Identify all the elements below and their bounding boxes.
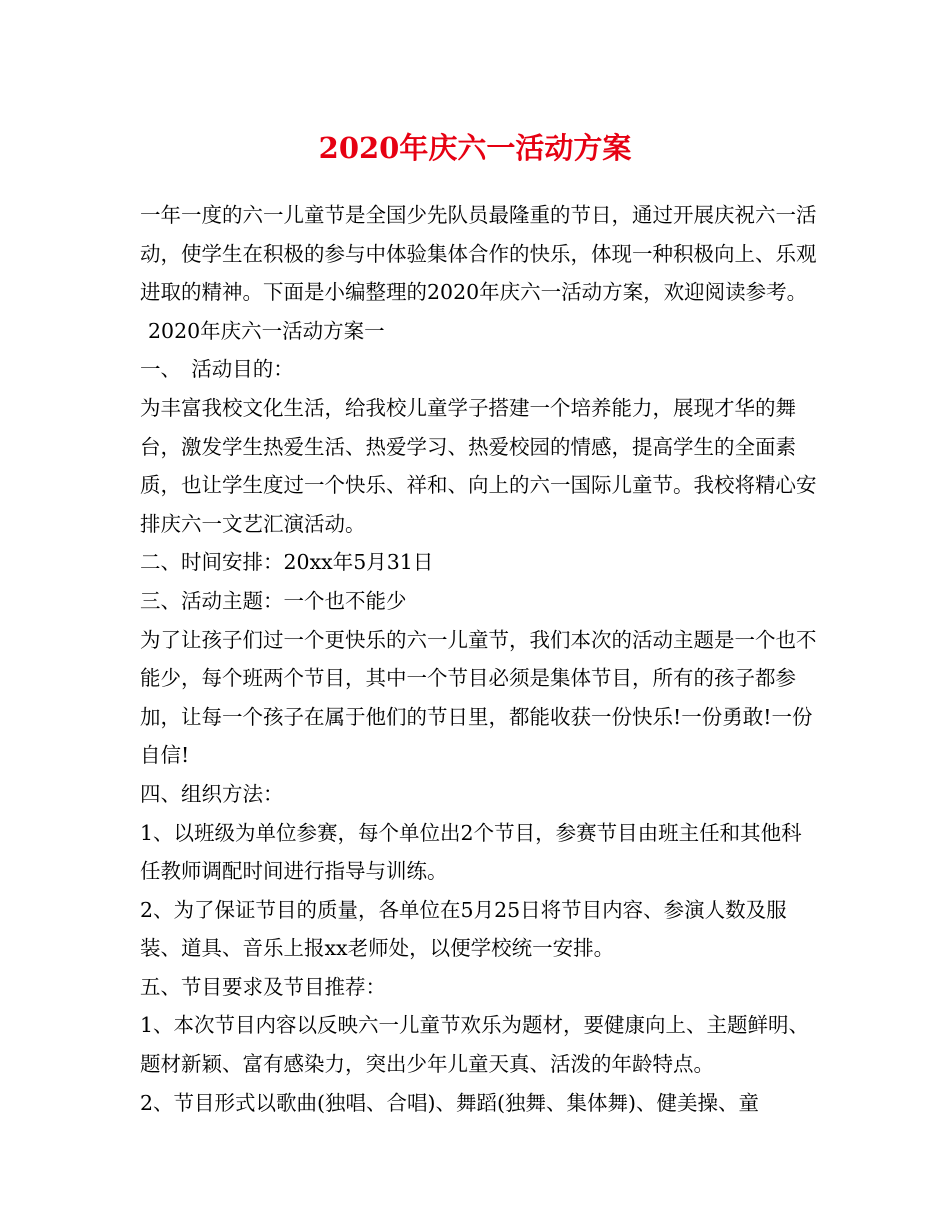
requirements-item-1: 1、本次节目内容以反映六一儿童节欢乐为题材，要健康向上、主题鲜明、题材新颖、富有感染力，突出少年儿童天真、活泼的年龄特点。 — [140, 1013, 810, 1077]
organization-item-2: 2、为了保证节目的质量，各单位在5月25日将节目内容、参演人数及服装、道具、音乐上报xx老师处，以便学校统一安排。 — [140, 897, 787, 961]
section-heading-organization: 四、组织方法： — [140, 781, 284, 806]
section-heading-theme: 三、活动主题：一个也不能少 — [140, 588, 407, 613]
plan-one-heading: 2020年庆六一活动方案一 — [148, 318, 385, 343]
intro-paragraph: 一年一度的六一儿童节是全国少先队员最隆重的节日，通过开展庆祝六一活动，使学生在积极的参与中体验集体合作的快乐，体现一种积极向上、乐观进取的精神。下面是小编整理的2020年庆六一活动方案，欢迎阅读参考。 — [140, 203, 817, 305]
requirements-item-2: 2、节目形式以歌曲(独唱、合唱)、舞蹈(独舞、集体舞)、健美操、童 — [140, 1090, 760, 1115]
section-heading-schedule: 二、时间安排：20xx年5月31日 — [140, 550, 434, 575]
document-title: 2020年庆六一活动方案 — [318, 131, 632, 165]
theme-paragraph: 为了让孩子们过一个更快乐的六一儿童节，我们本次的活动主题是一个也不能少，每个班两个节目，其中一个节目必须是集体节目，所有的孩子都参加，让每一个孩子在属于他们的节日里，都能收获一份快乐!一份勇敢!一份自信! — [140, 627, 817, 768]
section-heading-purpose: 一、 活动目的： — [140, 357, 294, 382]
purpose-paragraph: 为丰富我校文化生活，给我校儿童学子搭建一个培养能力，展现才华的舞台，激发学生热爱生活、热爱学习、热爱校园的情感，提高学生的全面素质，也让学生度过一个快乐、祥和、向上的六一国际儿童节。我校将精心安排庆六一文艺汇演活动。 — [140, 395, 817, 536]
organization-item-1: 1、以班级为单位参赛，每个单位出2个节目，参赛节目由班主任和其他科任教师调配时间进行指导与训练。 — [140, 820, 802, 884]
section-heading-requirements: 五、节目要求及节目推荐： — [140, 974, 386, 999]
document-body — [140, 196, 820, 1122]
